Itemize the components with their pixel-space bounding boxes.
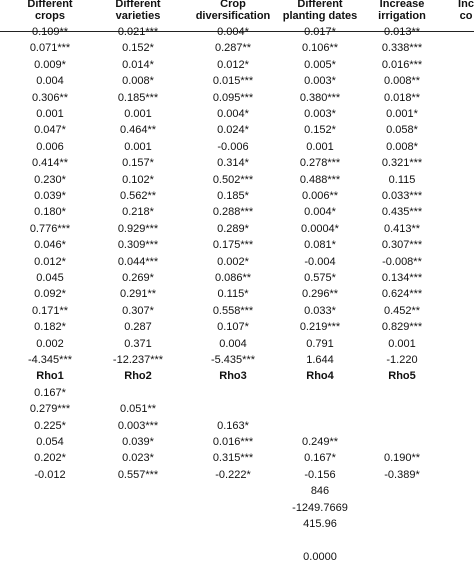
table-cell: 0.001 [306,140,334,153]
table-cell: 0.314* [217,157,249,170]
table-cell: 0.045 [36,272,64,284]
table-cell: 0.829*** [381,321,423,334]
table-row [0,24,474,40]
table-row [0,467,474,483]
table-cell: 0.002 [36,337,64,350]
table-cell: 0.279*** [29,403,71,416]
table-cell: -0.156 [304,468,336,481]
table-cell: 0.371 [124,337,152,350]
table-cell: 0.249** [301,436,339,448]
table-cell: 0.464** [119,124,157,137]
table-cell: -4.345*** [27,354,73,366]
table-cell: 0.033*** [381,190,423,202]
column-header-line1: Different [27,0,73,10]
table-cell: -0.004 [304,255,336,268]
table-cell: 0.175*** [212,239,254,252]
table-cell: 0.102* [122,173,154,186]
table-cell: 0.167* [304,452,336,465]
table-cell: 0.012* [217,58,249,71]
table-cell: Rho3 [219,370,247,383]
table-cell: 0.202* [34,452,66,465]
column-header [423,0,474,22]
table-cell: 0.039* [34,190,66,202]
column-header [190,0,276,22]
table-cell: 0.051** [119,403,157,416]
column-header-line2: varieties [115,10,161,22]
table-cell: 0.502*** [212,173,254,186]
table-cell: 0.001* [386,108,418,120]
table-cell: 0.001 [124,108,152,120]
table-cell: 0.047* [34,124,66,137]
table-cell: 0.306** [31,91,69,104]
column-header-line2: planting dates [282,10,358,22]
table-cell: -12.237*** [112,354,164,366]
table-cell: 0.021*** [117,26,159,38]
table-cell: 0.562** [119,190,157,202]
table-row [0,122,474,138]
table-cell: 0.009* [34,58,66,71]
table-cell: -0.006 [217,140,249,153]
table-cell: 0.044*** [117,255,159,268]
column-header-line1: Inc [458,0,474,10]
table-cell: 0.004* [304,206,336,219]
table-cell: 0.107* [217,321,249,334]
table-cell: Rho4 [306,370,334,383]
table-cell: 0.014* [122,58,154,71]
table-row [0,57,474,73]
table-row [0,139,474,155]
table-cell: 0.058* [386,124,418,137]
table-cell: 0.452** [383,304,421,317]
table-cell: 0.558*** [212,304,254,317]
table-cell: 0.791 [306,337,334,350]
table-row [0,40,474,56]
table-cell: 0.557*** [117,468,159,481]
table-cell: 0.307* [122,304,154,317]
table-cell: 0.004 [219,337,247,350]
table-cell: 0.115* [217,288,249,301]
table-row [0,336,474,352]
table-cell: 0.018** [383,91,421,104]
table-cell: 0.575* [304,272,336,284]
table-cell: 0.291** [119,288,157,301]
table-cell: 0.024* [217,124,249,137]
table-cell: 0.092* [34,288,66,301]
table-cell: -0.389* [384,468,420,481]
table-cell: 0.182* [34,321,66,334]
table-row [0,73,474,89]
column-header [7,0,93,22]
table-cell: 0.081* [304,239,336,252]
table-cell: 0.219*** [299,321,341,334]
table-cell: 0.287** [214,42,252,55]
table-cell: 0.008* [122,75,154,88]
table-cell: 0.015*** [212,75,254,88]
table-cell: 0.003*** [117,419,159,432]
table-cell: 0.167* [34,386,66,399]
table-cell: 0.001 [124,140,152,153]
table-cell: 0.488*** [299,173,341,186]
table-cell: 0.016*** [212,436,254,448]
table-cell: 0.086** [214,272,252,284]
column-header-line1: Different [115,0,161,10]
table-cell: 0.230* [34,173,66,186]
table-cell: 0.190** [383,452,421,465]
column-header-line1: Different [297,0,343,10]
table-cell: 0.152* [304,124,336,137]
table-cell: 0.012* [34,255,66,268]
table-row [0,319,474,335]
table-row [0,418,474,434]
table-row [0,254,474,270]
table-cell: 0.287 [124,321,152,334]
table-cell: -1.220 [386,354,418,366]
table-cell: 0.225* [34,419,66,432]
table-cell: 0.003* [304,75,336,88]
table-cell: 0.288*** [212,206,254,219]
table-cell: 0.309*** [117,239,159,252]
table-cell: 0.001 [388,337,416,350]
table-cell: 0.152* [122,42,154,55]
table-cell: 0.776*** [29,222,71,235]
table-cell: 0.315*** [212,452,254,465]
table-cell: -0.012 [34,468,66,481]
table-cell: Rho1 [36,370,64,383]
stat-value: 0.0000 [303,550,337,563]
column-header [95,0,181,22]
table-cell: 1.644 [306,354,334,366]
table-cell: 0.006** [301,190,339,202]
table-cell: 0.004* [217,26,249,38]
table-cell: 0.006 [36,140,64,153]
column-header-line2: co [459,10,473,22]
table-row [0,237,474,253]
table-cell: 0.008* [386,140,418,153]
table-cell: 0.278*** [299,157,341,170]
table-cell: 0.338*** [381,42,423,55]
column-header-line2: irrigation [378,10,426,22]
table-cell: 0.307*** [381,239,423,252]
table-cell: 0.008** [383,75,421,88]
table-row [0,434,474,450]
table-cell: 0.157* [122,157,154,170]
table-row [0,303,474,319]
table-row [0,270,474,286]
table-cell: 0.413** [383,222,421,235]
table-cell: -5.435*** [210,354,256,366]
table-cell: 0.180* [34,206,66,219]
table-cell: 0.435*** [381,206,423,219]
table-row [0,368,474,384]
table-cell: 0.321*** [381,157,423,170]
table-cell: 0.269* [122,272,154,284]
table-cell: 0.017* [304,26,336,38]
table-cell: 0.005* [304,58,336,71]
table-cell: 0.171** [31,304,69,317]
table-row [0,90,474,106]
stat-value: -1249.7669 [292,501,348,514]
table-cell: 0.624*** [381,288,423,301]
table-cell: 0.218* [122,206,154,219]
table-cell: 0.033* [304,304,336,317]
column-header-line1: Increase [379,0,425,10]
table-cell: -0.008** [382,255,422,268]
table-cell: 0.004* [217,108,249,120]
column-header [277,0,363,22]
table-row [0,155,474,171]
table-cell: Rho2 [124,370,152,383]
stat-value: 415.96 [303,518,337,530]
table-cell: -0.222* [215,468,251,481]
table-cell: 0.016*** [381,58,423,71]
column-header-line2: crops [35,10,65,22]
table-cell: 0.095*** [212,91,254,104]
table-row [0,385,474,401]
table-cell: 0.071*** [29,42,71,55]
table-cell: 0.289* [217,222,249,235]
column-header-line1: Crop [220,0,246,10]
table-cell: 0.106** [301,42,339,55]
table-cell: 0.929*** [117,222,159,235]
table-cell: 0.004 [36,75,64,88]
table-cell: 0.046* [34,239,66,252]
table-row [0,106,474,122]
stat-value: 846 [310,485,330,498]
table-row [0,221,474,237]
table-cell: 0.054 [36,436,64,448]
table-row [0,172,474,188]
table-row [0,286,474,302]
table-cell: 0.380*** [299,91,341,104]
table-cell: 0.414** [31,157,69,170]
table-cell: 0.023* [122,452,154,465]
column-header-line2: diversification [195,10,271,22]
table-cell: 0.013** [383,26,421,38]
table-cell: 0.002* [217,255,249,268]
table-cell: Rho5 [388,370,416,383]
table-cell: 0.185* [217,190,249,202]
table-cell: 0.003* [304,108,336,120]
table-cell: 0.109** [31,26,69,38]
table-cell: 0.134*** [381,272,423,284]
table-row [0,450,474,466]
table-row [0,352,474,368]
table-row [0,188,474,204]
table-cell: 0.001 [36,108,64,120]
table-cell: 0.0004* [301,222,339,235]
table-cell: 0.185*** [117,91,159,104]
table-cell: 0.039* [122,436,154,448]
table-row [0,204,474,220]
table-cell: 0.115 [388,173,416,186]
table-cell: 0.296** [301,288,339,301]
table-cell: 0.163* [217,419,249,432]
table-row [0,401,474,417]
